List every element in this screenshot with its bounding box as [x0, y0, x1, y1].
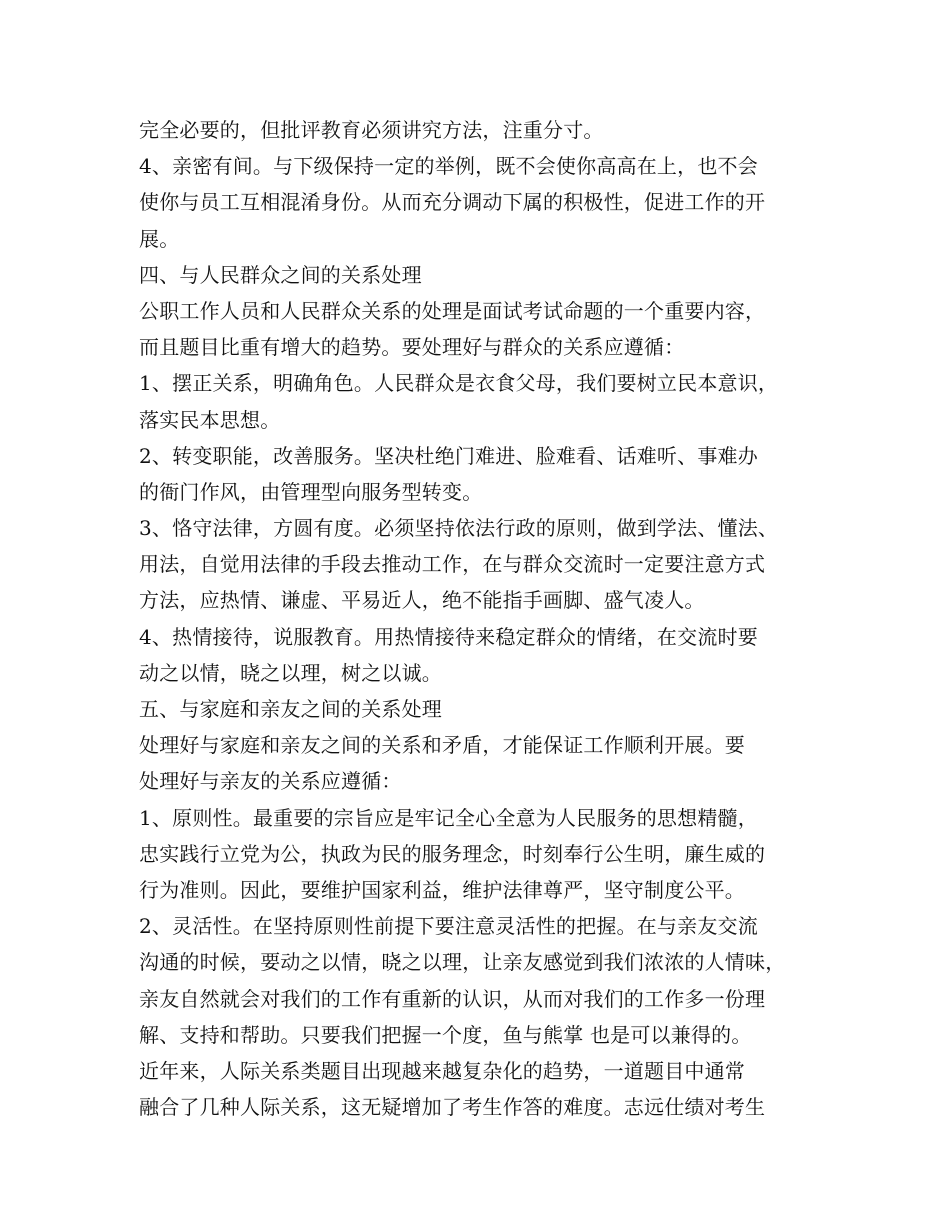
text-line: 忠实践行立党为公，执政为民的服务理念，时刻奉行公生明，廉生威的 — [139, 841, 766, 866]
text-line: 方法，应热情、谦虚、平易近人，绝不能指手画脚、盛气凌人。 — [139, 588, 705, 613]
text-line: 展。 — [139, 226, 180, 251]
text-line: 融合了几种人际关系，这无疑增加了考生作答的难度。志远仕绩对考生 — [139, 1095, 766, 1120]
text-line: 的衙门作风，由管理型向服务型转变。 — [139, 479, 483, 504]
text-line: 亲友自然就会对我们的工作有重新的认识，从而对我们的工作多一份理 — [139, 986, 766, 1011]
text-line: 2、转变职能，改善服务。坚决杜绝门难进、脸难看、话难听、事难办 — [139, 443, 758, 468]
text-line: 而且题目比重有增大的趋势。要处理好与群众的关系应遵循： — [139, 335, 685, 360]
text-line: 使你与员工互相混淆身份。从而充分调动下属的积极性，促进工作的开 — [139, 190, 766, 215]
text-line: 1、原则性。最重要的宗旨应是牢记全心全意为人民服务的思想精髓， — [139, 805, 758, 830]
section-heading: 四、与人民群众之间的关系处理 — [139, 262, 422, 287]
text-line: 处理好与亲友的关系应遵循： — [139, 769, 402, 794]
text-line: 落实民本思想。 — [139, 407, 281, 432]
text-line: 动之以情，晓之以理，树之以诚。 — [139, 660, 442, 685]
text-line: 3、恪守法律，方圆有度。必须坚持依法行政的原则，做到学法、懂法、 — [139, 516, 779, 541]
text-line: 2、灵活性。在坚持原则性前提下要注意灵活性的把握。在与亲友交流 — [139, 914, 758, 939]
text-line: 4、亲密有间。与下级保持一定的举例，既不会使你高高在上，也不会 — [139, 154, 758, 179]
section-heading: 五、与家庭和亲友之间的关系处理 — [139, 697, 442, 721]
document-body — [139, 112, 829, 1125]
text-line: 行为准则。因此，要维护国家利益，维护法律尊严，坚守制度公平。 — [139, 877, 745, 902]
text-line: 4、热情接待，说服教育。用热情接待来稳定群众的情绪，在交流时要 — [139, 624, 758, 649]
text-line: 完全必要的，但批评教育必须讲究方法，注重分寸。 — [139, 118, 604, 142]
text-line: 近年来，人际关系类题目出现越来越复杂化的趋势，一道题目中通常 — [139, 1058, 745, 1083]
text-line: 用法，自觉用法律的手段去推动工作，在与群众交流时一定要注意方式 — [139, 552, 766, 577]
text-line: 1、摆正关系，明确角色。人民群众是衣食父母，我们要树立民本意识， — [139, 371, 779, 396]
text-line: 公职工作人员和人民群众关系的处理是面试考试命题的一个重要内容， — [139, 298, 766, 323]
text-line: 沟通的时候，要动之以情，晓之以理，让亲友感觉到我们浓浓的人情味， — [139, 950, 786, 975]
text-line: 处理好与家庭和亲友之间的关系和矛盾，才能保证工作顺利开展。要 — [139, 733, 745, 758]
text-line: 解、支持和帮助。只要我们把握一个度，鱼与熊掌 也是可以兼得的。 — [139, 1022, 752, 1047]
